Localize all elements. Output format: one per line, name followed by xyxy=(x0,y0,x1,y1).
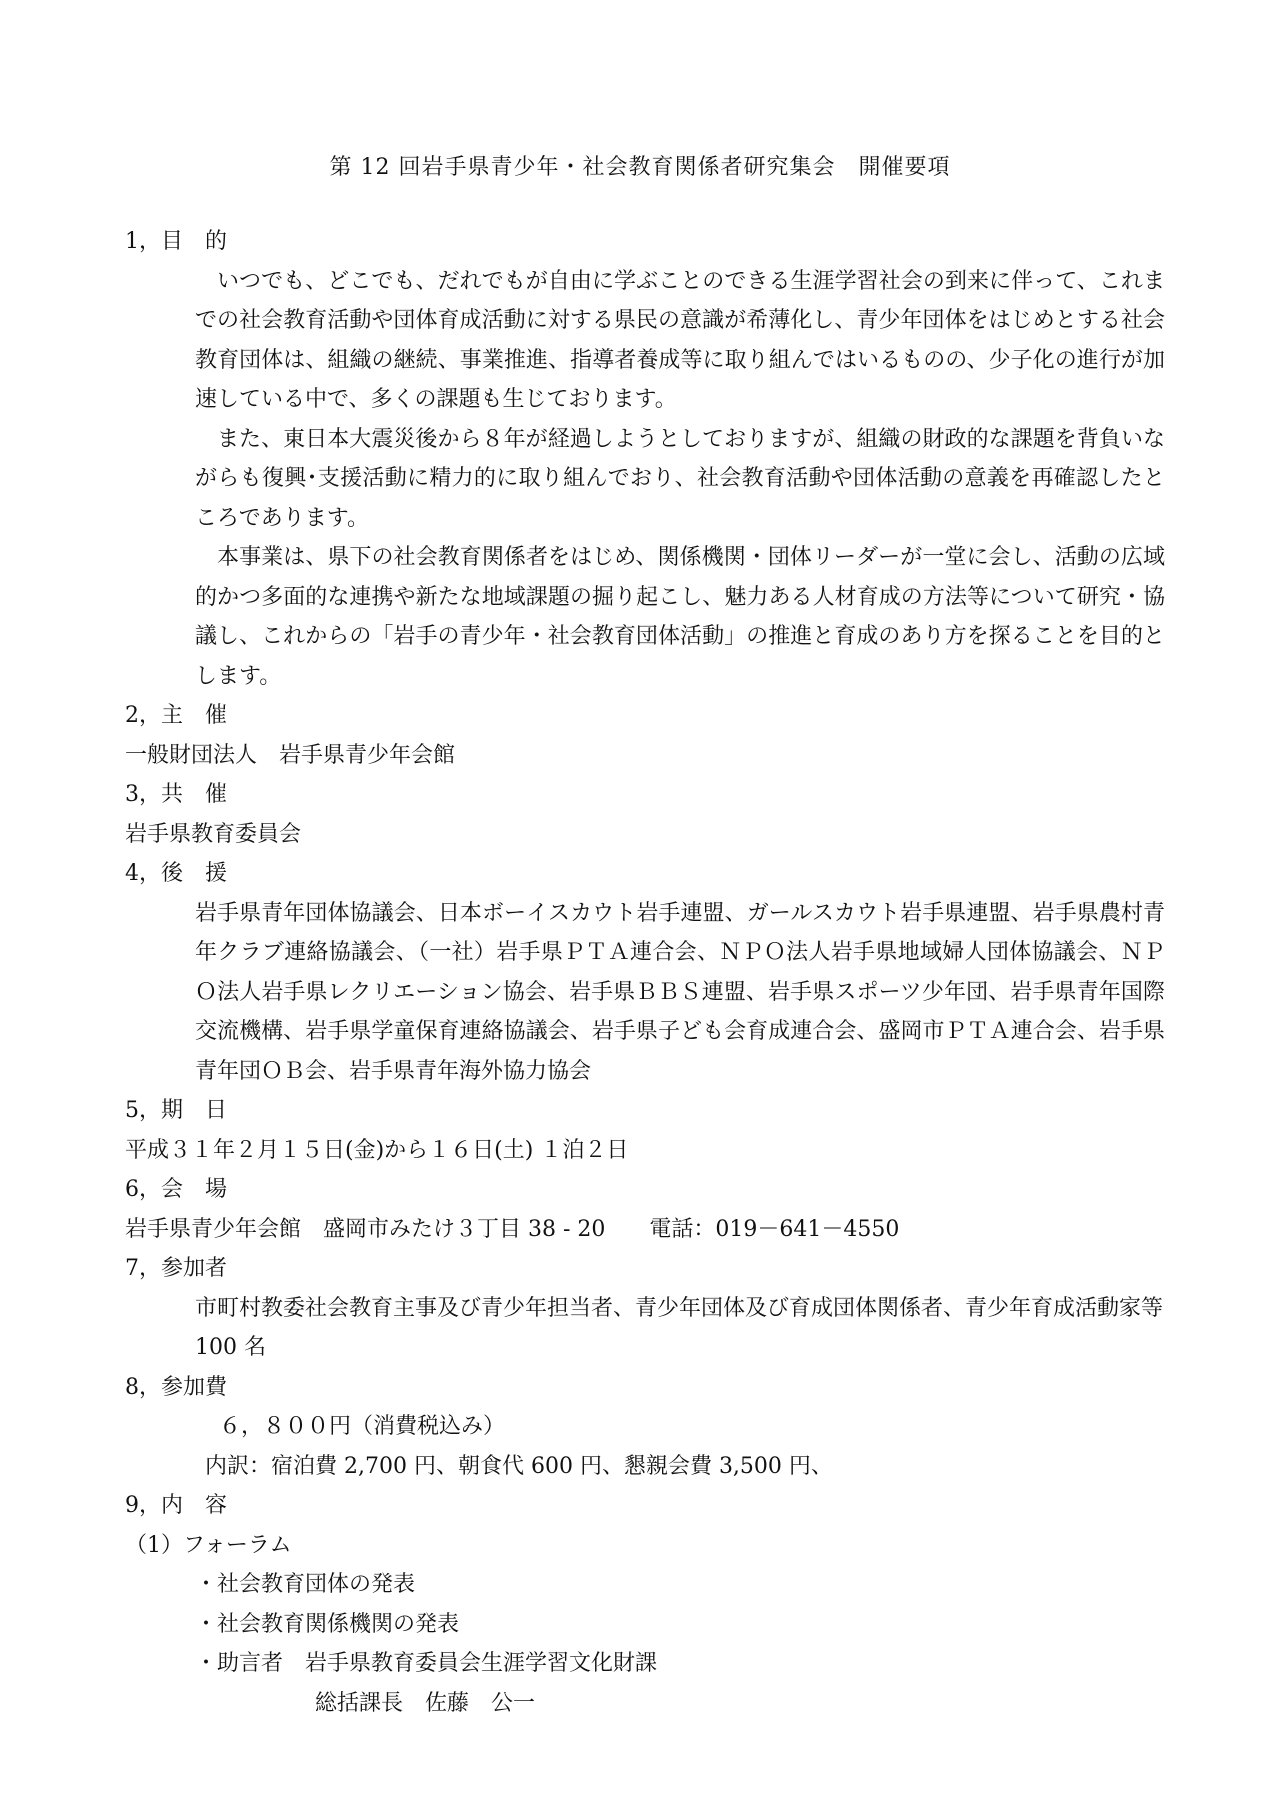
forum-heading: （1）フォーラム xyxy=(125,1532,292,1558)
section-heading-organizer: 2，主 催 xyxy=(125,703,227,728)
section-body-purpose xyxy=(195,262,1165,697)
fee-breakdown: 内訳：宿泊費 2,700 円、朝食代 600 円、懇親会費 3,500 円、 xyxy=(205,1453,833,1479)
forum-item-institutions: ・社会教育関係機関の発表 xyxy=(195,1611,460,1637)
document-title: 第 12 回岩手県青少年・社会教育関係者研究集会 開催要項 xyxy=(329,155,951,180)
section-heading-participants: 7，参加者 xyxy=(125,1256,227,1281)
section-heading-date: 5，期 日 xyxy=(125,1098,227,1123)
section-heading-support: 4，後 援 xyxy=(125,861,227,886)
section-heading-venue: 6，会 場 xyxy=(125,1177,227,1202)
section-heading-purpose: 1，目 的 xyxy=(125,229,227,254)
fee-amount: ６，８００円（消費税込み） xyxy=(219,1414,506,1439)
section-heading-fee: 8，参加費 xyxy=(125,1374,227,1400)
purpose-paragraph-1: いつでも、どこでも、だれでもが自由に学ぶことのできる生涯学習社会の到来に伴って、これまでの社会教育活動や団体育成活動に対する県民の意識が希薄化し、青少年団体をはじめとする社会教育団体は、組織の継続、事業推進、指導者養成等に取り組んではいるものの、少子化の進行が加速している中で、多くの課題も生じております。 xyxy=(195,268,1165,412)
purpose-paragraph-2: また、東日本大震災後から８年が経過しようとしておりますが、組織の財政的な課題を背負いながらも復興･支援活動に精力的に取り組んでおり、社会教育活動や団体活動の意義を再確認したところであります。 xyxy=(195,426,1165,531)
forum-adviser-name: 総括課長 佐藤 公一 xyxy=(315,1690,536,1716)
purpose-paragraph-3: 本事業は、県下の社会教育関係者をはじめ、関係機関・団体リーダーが一堂に会し、活動の広域的かつ多面的な連携や新たな地域課題の掘り起こし、魅力ある人材育成の方法等について研究・協議し、これからの「岩手の青少年・社会教育団体活動」の推進と育成のあり方を探ることを目的とします。 xyxy=(195,545,1165,689)
cosponsor-text: 岩手県教育委員会 xyxy=(125,821,302,847)
venue-text: 岩手県青少年会館 盛岡市みたけ３丁目 38 - 20 電話：019－641－4550 xyxy=(125,1216,900,1242)
forum-item-groups: ・社会教育団体の発表 xyxy=(195,1572,416,1597)
section-body-fee xyxy=(195,1407,1165,1486)
support-text: 岩手県青年団体協議会、日本ボーイスカウト岩手連盟、ガールスカウト岩手県連盟、岩手県農村青年クラブ連絡協議会、（一社）岩手県ＰＴＡ連合会、ＮＰＯ法人岩手県地域婦人団体協議会、ＮＰＯ法人岩手県レクリエーション協会、岩手県ＢＢＳ連盟、岩手県スポーツ少年団、岩手県青年国際交流機構、岩手県学童保育連絡協議会、岩手県子ども会育成連合会、盛岡市ＰＴＡ連合会、岩手県青年団ＯＢ会、岩手県青年海外協力協会 xyxy=(195,900,1165,1084)
section-heading-contents: 9，内 容 xyxy=(125,1493,227,1518)
organizer-text: 一般財団法人 岩手県青少年会館 xyxy=(125,742,456,768)
date-text: 平成３１年２月１５日(金)から１６日(土) １泊２日 xyxy=(125,1137,629,1163)
document-content xyxy=(125,222,1165,1723)
forum-item-adviser: ・助言者 岩手県教育委員会生涯学習文化財課 xyxy=(195,1651,658,1676)
section-heading-cosponsor: 3，共 催 xyxy=(125,782,227,807)
participants-text: 市町村教委社会教育主事及び青少年担当者、青少年団体及び育成団体関係者、青少年育成活動家等 100 名 xyxy=(195,1295,1164,1360)
